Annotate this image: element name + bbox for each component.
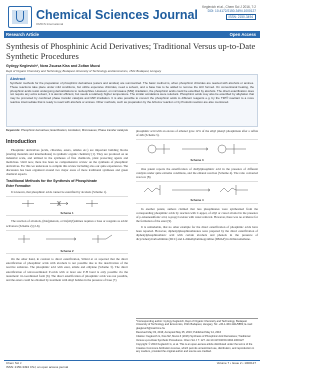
abstract-heading: Abstract [10,77,26,81]
paragraph: phosphinic acid with an excess of ethanol gave 12% of the ethyl phenyl phosphinate after a reflux of 42h (Scheme 3). [136,129,258,138]
paragraph: One patent reports the esterification of diallylphosphinic acid in the presence of different catalysts under quite extreme conditions, and the ethanol reaction (Scheme 4). The ratio converted was low [8]. [136,166,258,180]
keywords-label: Keywords: [6,128,21,132]
copyright-note: Copyright: © 2016 Keglevich G, et al. This is an open-access article distributed under the terms of the Creative Commons Attribution License, which permits unrestricted use, distribution, and reproduction in any medium, provided the original author and source are credited. [136,343,255,353]
footer-volume: Volume 7 • Issue 2 • 1000127 [216,361,256,365]
paragraph: In another patent, authors claimed that less phosphinates were synthesized from the corresponding phosphinic acids by reaction with C-upper, of allyl or cresol alcohol in the presence of p-toluenesulfonic acid, n-propyl acetate with water removal. However, there was no evidence for the formation of the ester [9]. [136,206,258,224]
paragraph: On the other hand, in contrast to direct esterification, Sillard et al. reported that the direct esterification of phosphinic acids with alcohols is not possible due to the deactivation of the reactive substrate. The phosphinic acid with ester, amide and ethylene (Scheme 3). The direct esterification of tetracoordinated P-acids with at least one P-H bond is only possible via the tautomeric tri-coordinated form [6]. The direct esterification of phosphinic acids was not possible, and the esters could be obtained by treatment with alkyl halides in the presence of base [7]. [6,257,128,282]
article-type-label: Research Article [6,32,39,37]
article-type-band [4,31,260,38]
scheme-caption: Scheme 4 [190,198,204,203]
scheme-3 [136,139,258,164]
affiliation: Dept of Organic Chemistry and Technology, Budapest University of Technology and Economics, 1521 Budapest, Hungary [6,69,162,73]
header-citation [202,5,256,20]
scheme-4 [136,181,258,204]
citation-text: Keglevich et al., Chem Sci J 2016, 7:2 [202,5,256,9]
scheme-caption: Scheme 3 [190,158,204,163]
paragraph: It is known, that phosphinic acids cannot be esterified by alcohols (Scheme 1). [11,189,107,194]
article-title: Synthesis of Phosphinic Acid Derivatives; Traditional Versus up-to-Date Synthetic Procedures [6,41,256,62]
paragraph: The reaction of alcohols, (thio)phenols, or bis(silyl)amines requires a base or reagents as acidic activators (Scheme 2) [2-6]. [6,219,128,228]
paragraph: It is remarkable, that no other example for the direct esterification of phosphinic acids have been reported. However, diphenylphosphinothioates were prepared by the direct esterification of diphenylphosphinothioic acid with certain alcohols and phenols in the presence of dicyclohexylcarbodiimide (DCC) and 4-dimethylaminopyridine (DMAP) in dichloromethane. [136,225,258,242]
reaction-scheme-icon [136,140,258,158]
right-column [136,129,258,243]
scheme-caption: Scheme 1 [60,210,74,215]
section-heading-traditional: Traditional Methods for the Synthesis of Phosphinate [6,178,98,183]
subsection-heading-ester: Ester Formation [6,184,31,189]
keywords [6,129,128,133]
received-dates: Received May 03, 2016; Accepted May 05, 2016; Published May 14, 2016 [136,331,222,335]
scheme-1 [6,196,128,217]
footer-right [217,362,256,366]
authors: György Keglevich*, Nora Zsuzsa Kiss and Zoltan Mucsi [6,64,101,68]
correspondence-box [136,318,258,354]
keywords-text: Phosphinic derivatives; Esterification; Amidation; Microwaves; Phase transfer catalysis [21,128,128,132]
reaction-scheme-icon [6,231,128,249]
footer-issn: ISSN: 2150-3494 CSJ, an open access journal [6,364,69,369]
open-access-label[interactable]: Open Access [229,32,256,37]
journal-logo [8,6,32,28]
section-heading-introduction: Introduction [6,139,37,145]
corresponding-author: *Corresponding author: György Keglevich, Dept of Organic Chemistry and Technology, Budapest University of Technology and Economics, 1521 Budapest, Hungary, Tel: +36-1-463-1111/5883; E-mail: gkeglevich@mail.bme.hu [136,320,253,330]
abstract-box [6,74,258,127]
scheme-2 [6,230,128,255]
reaction-scheme-icon [6,197,128,211]
flask-icon [16,11,24,22]
journal-subtitle: OMICS International [36,22,64,26]
left-column [6,138,128,284]
footer-left [6,362,68,370]
doi-link[interactable]: DOI: 10.4172/2150-3494.1000127 [207,9,256,14]
journal-title[interactable]: Chemical Sciences Journal [36,8,198,22]
abstract-text: Synthetic methods for the preparation of phosphinic derivatives (esters and amides) are summarized. The basic method is, when phosphinic chlorides are reacted with alcohols or amines. These reactions take place under mild conditions, but utilize expensive chlorides, need a solvent, and a base has to be added to remove the HCl formed. On conventional heating, the phosphinic acids resist undergoing derivatizations to nucleophiles. However, on microwave (MW) irradiation, the phosphinic acids could be esterified by alcohols. The direct esterification does not require any extra solvent, it is atomic efficient, but needs a relatively higher temperature. The similar amidations were reluctant. Phosphinic acids may also be esterified by alkylation that may be promoted by combined phase transfer catalysis and MW irradiation. It is also possible to convert the phosphinic acids to different reagents e.g. by the T3P® reactant to a more reactive intermediate that is ready to react with alcohols or amines. Other methods, such as preparation by the Arbuzov reaction or by Pudovik reaction are also mentioned. [10,81,254,105]
citation-note: Citation: Keglevich G, Kiss NZ, Mucsi Z (2016) Synthesis of Phosphinic Acid Derivatives; Traditional Versus up-to-Date Synthetic Procedures. Chem Sci J 7: 127. doi:10.4172/2150-3494.1000127 [136,335,251,342]
issn-badge: ISSN: 2150-3494 [226,14,256,20]
reaction-scheme-icon [136,182,258,198]
scheme-caption: Scheme 2 [60,248,74,253]
paragraph: Phosphinic derivatives (acids, chlorides, esters, amides etc.) are important building blocks (starting materials and intermediates) in synthetic organic chemistry [1]. They are produced on an industrial scale, and utilized in the syntheses of fine chemicals, plant protecting agents and medicines. Until now, there has been no comprehensive review on the synthesis of phosphinic derivatives. For this we undertook to compile this review including also our quite experiences. The discussion has been organized around two major areas of more traditional syntheses and green chemical aspects. [6,147,128,177]
footer-journal: Chem Sci J [6,361,22,365]
